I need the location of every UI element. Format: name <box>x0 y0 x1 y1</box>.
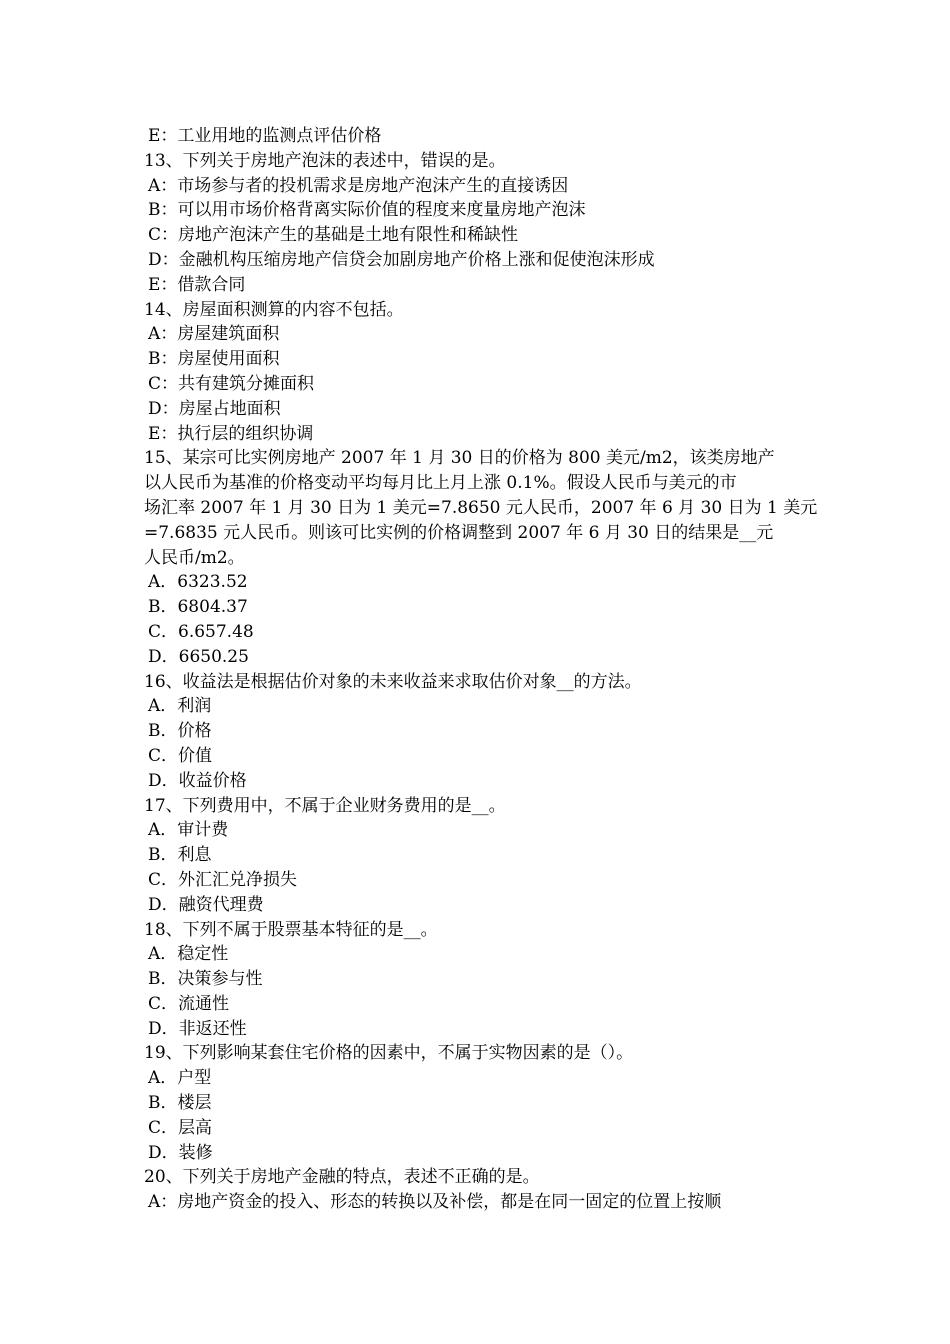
answer-option: A：市场参与者的投机需求是房地产泡沫产生的直接诱因 <box>148 175 569 196</box>
question-15-line-4: =7.6835 元人民币。则该可比实例的价格调整到 2007 年 6 月 30 日的结果是__元 <box>144 522 774 543</box>
answer-option: D．收益价格 <box>148 770 247 791</box>
answer-option: A：房屋建筑面积 <box>148 324 280 345</box>
answer-option: C．价值 <box>148 745 213 766</box>
answer-option: A．审计费 <box>148 820 229 841</box>
question-text: 17、下列费用中，不属于企业财务费用的是__。 <box>144 795 506 816</box>
text-block-questions-15-20 <box>144 570 809 1215</box>
answer-option: D．6650.25 <box>148 646 249 667</box>
question-text: 16、收益法是根据估价对象的未来收益来求取估价对象__的方法。 <box>144 671 642 692</box>
answer-option: B．楼层 <box>148 1093 212 1114</box>
answer-option: D：金融机构压缩房地产信贷会加剧房地产价格上涨和促使泡沫形成 <box>148 249 655 270</box>
answer-option: A．户型 <box>148 1068 212 1089</box>
answer-option: B：房屋使用面积 <box>148 349 280 370</box>
question-15-line-1: 15、某宗可比实例房地产 2007 年 1 月 30 日的价格为 800 美元/m2，该类房地产 <box>144 448 775 469</box>
answer-option: A．6323.52 <box>148 572 248 593</box>
question-15-line-5: 人民币/m2。 <box>144 547 245 568</box>
question-15-line-3: 场汇率 2007 年 1 月 30 日为 1 美元=7.8650 元人民币，2007 年 6 月 30 日为 1 美元 <box>144 497 818 518</box>
answer-option: A．利润 <box>148 696 212 717</box>
question-text: 14、房屋面积测算的内容不包括。 <box>144 299 404 320</box>
answer-option: A．稳定性 <box>148 944 229 965</box>
question-15-line-2: 以人民币为基准的价格变动平均每月比上月上涨 0.1%。假设人民币与美元的市 <box>144 473 737 494</box>
answer-option: D：房屋占地面积 <box>148 398 281 419</box>
document-page <box>144 124 818 1215</box>
question-text: 18、下列不属于股票基本特征的是__。 <box>144 919 438 940</box>
answer-option: B．决策参与性 <box>148 969 263 990</box>
answer-option: D．融资代理费 <box>148 894 264 915</box>
answer-option: C．流通性 <box>148 993 230 1014</box>
answer-option: B．价格 <box>148 721 212 742</box>
answer-option: D．非返还性 <box>148 1018 247 1039</box>
question-text: 13、下列关于房地产泡沫的表述中，错误的是。 <box>144 150 506 171</box>
answer-option: C．层高 <box>148 1117 213 1138</box>
text-block-questions-12-14 <box>144 124 809 446</box>
answer-option: B．利息 <box>148 845 212 866</box>
answer-option: D．装修 <box>148 1142 213 1163</box>
answer-option: A：房地产资金的投入、形态的转换以及补偿，都是在同一固定的位置上按顺 <box>148 1192 722 1213</box>
question-text: 20、下列关于房地产金融的特点，表述不正确的是。 <box>144 1167 540 1188</box>
answer-option: E：借款合同 <box>148 274 246 295</box>
answer-option: E：执行层的组织协调 <box>148 423 314 444</box>
answer-option: C．外汇汇兑净损失 <box>148 869 298 890</box>
answer-option: B：可以用市场价格背离实际价值的程度来度量房地产泡沫 <box>148 200 586 221</box>
answer-option: C：房地产泡沫产生的基础是土地有限性和稀缺性 <box>148 225 519 246</box>
answer-option: E：工业用地的监测点评估价格 <box>148 126 382 146</box>
question-text: 19、下列影响某套住宅价格的因素中，不属于实物因素的是（）。 <box>144 1043 634 1064</box>
answer-option: C．6.657.48 <box>148 621 254 642</box>
answer-option: B．6804.37 <box>148 597 248 618</box>
answer-option: C：共有建筑分摊面积 <box>148 373 315 394</box>
question-15 <box>144 446 818 570</box>
